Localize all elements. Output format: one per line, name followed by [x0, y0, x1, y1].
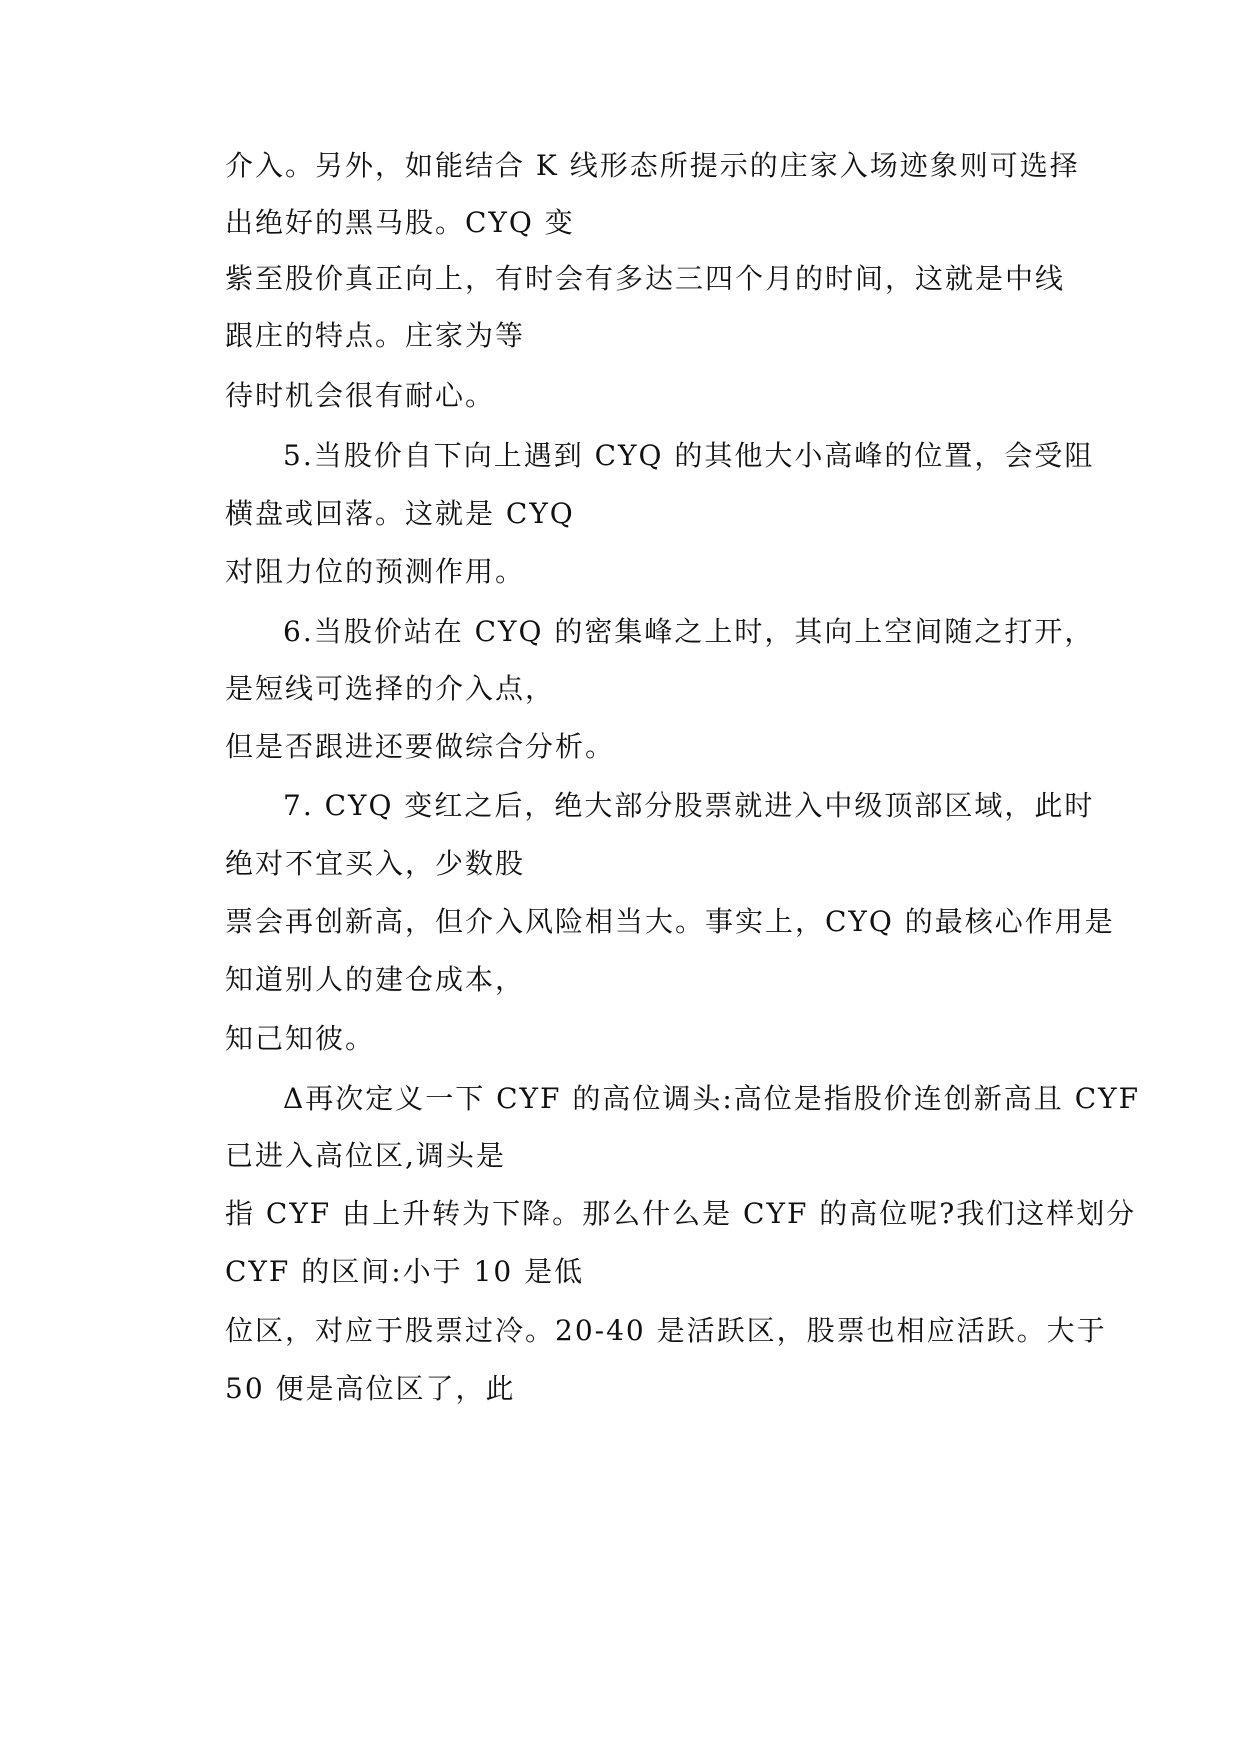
text-line: 是短线可选择的介入点，	[225, 672, 556, 705]
text-line: 但是否跟进还要做综合分析。	[225, 730, 616, 763]
paragraph-start-line: 7. CYQ 变红之后，绝大部分股票就进入中级顶部区域，此时	[283, 789, 1095, 822]
text-line: CYF 的区间:小于 10 是低	[225, 1255, 585, 1288]
text-line: 票会再创新高，但介入风险相当大。事实上，CYQ 的最核心作用是	[225, 905, 1115, 938]
text-line: 知己知彼。	[225, 1022, 376, 1055]
text-line: 50 便是高位区了，此	[225, 1372, 516, 1405]
text-line: 待时机会很有耐心。	[225, 379, 496, 412]
text-line: 紫至股价真正向上，有时会有多达三四个月的时间，这就是中线	[225, 262, 1066, 295]
text-line: 跟庄的特点。庄家为等	[225, 319, 526, 352]
text-line: 绝对不宜买入，少数股	[225, 847, 526, 880]
text-line: 已进入高位区,调头是	[225, 1139, 506, 1172]
paragraph-start-line: 6.当股价站在 CYQ 的密集峰之上时，其向上空间随之打开，	[283, 615, 1095, 648]
text-line: 知道别人的建仓成本，	[225, 963, 526, 996]
text-line: 横盘或回落。这就是 CYQ	[225, 497, 575, 530]
text-line: 指 CYF 由上升转为下降。那么什么是 CYF 的高位呢?我们这样划分	[225, 1197, 1137, 1230]
paragraph-start-line: Δ再次定义一下 CYF 的高位调头:高位是指股价连创新高且 CYF	[283, 1082, 1141, 1115]
text-line: 对阻力位的预测作用。	[225, 555, 526, 588]
text-line: 出绝好的黑马股。CYQ 变	[225, 206, 575, 239]
text-line: 位区，对应于股票过冷。20-40 是活跃区，股票也相应活跃。大于	[225, 1314, 1107, 1347]
paragraph-start-line: 5.当股价自下向上遇到 CYQ 的其他大小高峰的位置，会受阻	[283, 439, 1095, 472]
text-line: 介入。另外，如能结合 K 线形态所提示的庄家入场迹象则可选择	[225, 149, 1080, 182]
